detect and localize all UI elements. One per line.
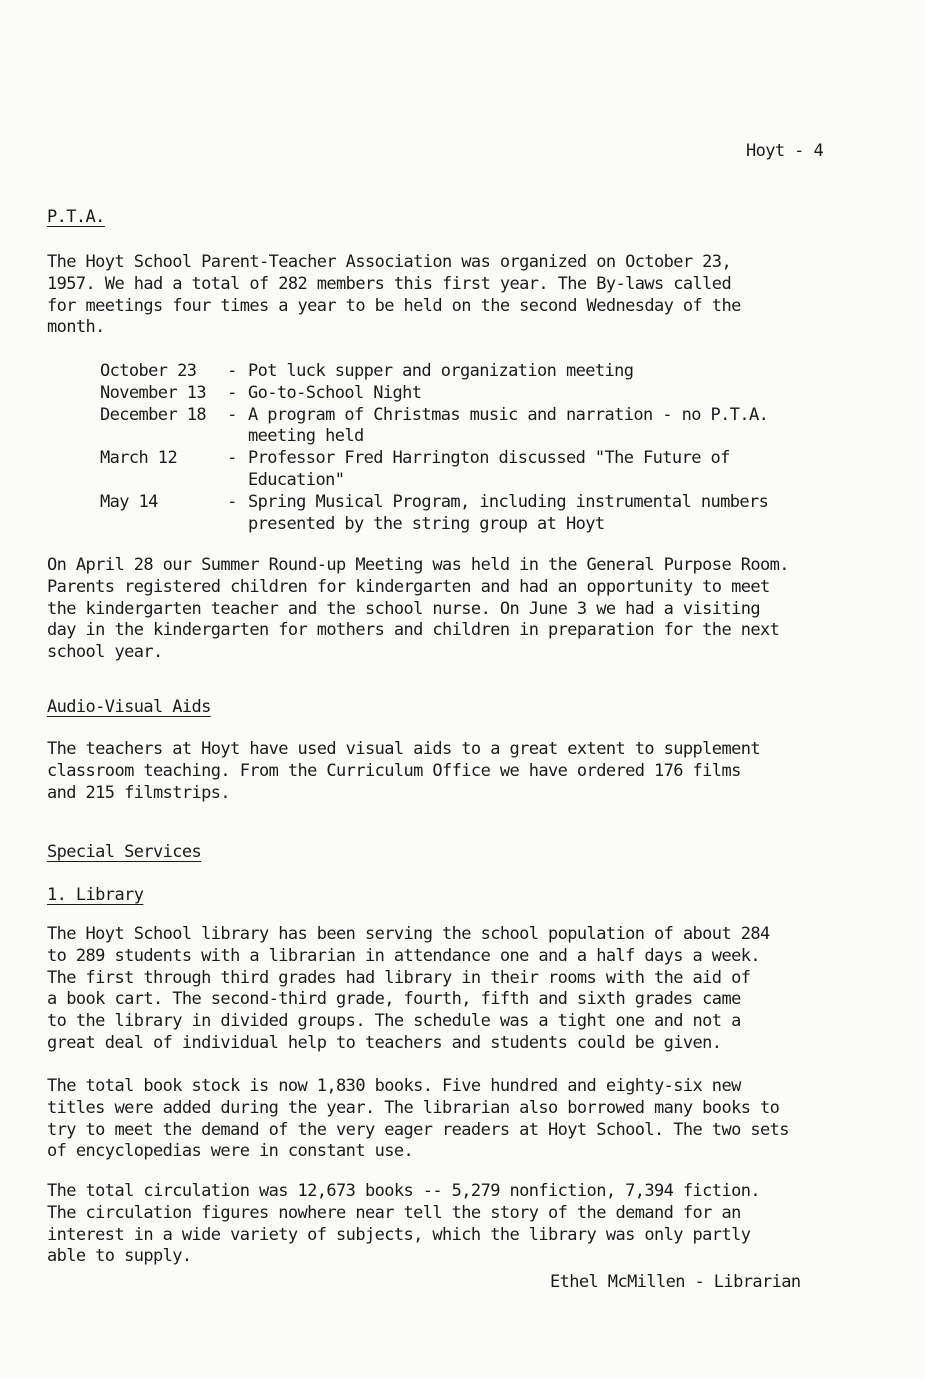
paragraph-line: The Hoyt School library has been serving the school population of about 284 bbox=[47, 924, 770, 944]
audio-visual-paragraph bbox=[47, 739, 907, 804]
library-heading: 1. Library bbox=[47, 885, 144, 905]
paragraph-line: 1957. We had a total of 282 members this first year. The By-laws called bbox=[47, 273, 732, 294]
library-paragraph-2 bbox=[47, 1076, 907, 1163]
schedule-dash: - bbox=[227, 382, 237, 403]
paragraph-line: On April 28 our Summer Round-up Meeting was held in the General Purpose Room. bbox=[47, 555, 789, 575]
schedule-description-line: meeting held bbox=[248, 426, 364, 447]
audio-visual-heading: Audio-Visual Aids bbox=[47, 697, 211, 717]
schedule-description-line: Spring Musical Program, including instrumental numbers bbox=[248, 491, 769, 512]
paragraph-line: a book cart. The second-third grade, fourth, fifth and sixth grades came bbox=[47, 989, 741, 1010]
paragraph-line: able to supply. bbox=[47, 1246, 192, 1267]
paragraph-line: day in the kindergarten for mothers and children in preparation for the next bbox=[47, 620, 780, 641]
pta-meeting-schedule bbox=[100, 361, 900, 535]
schedule-description-line: Education" bbox=[248, 469, 345, 490]
library-paragraph-3 bbox=[47, 1181, 907, 1268]
schedule-dash: - bbox=[227, 448, 237, 469]
schedule-date: October 23 bbox=[100, 361, 197, 381]
paragraph-line: for meetings four times a year to be held on the second Wednesday of the bbox=[47, 295, 741, 316]
paragraph-line: to 289 students with a librarian in attendance one and a half days a week. bbox=[47, 945, 760, 966]
schedule-dash: - bbox=[227, 361, 237, 381]
paragraph-line: classroom teaching. From the Curriculum Office we have ordered 176 films bbox=[47, 760, 741, 781]
paragraph-line: interest in a wide variety of subjects, which the library was only partly bbox=[47, 1224, 751, 1245]
paragraph-line: The total book stock is now 1,830 books. Five hundred and eighty-six new bbox=[47, 1076, 741, 1096]
paragraph-line: to the library in divided groups. The schedule was a tight one and not a bbox=[47, 1011, 741, 1032]
paragraph-line: The circulation figures nowhere near tell the story of the demand for an bbox=[47, 1202, 741, 1223]
schedule-row bbox=[100, 492, 900, 536]
schedule-description bbox=[248, 383, 900, 405]
paragraph-line: of encyclopedias were in constant use. bbox=[47, 1141, 414, 1162]
paragraph-line: try to meet the demand of the very eager readers at Hoyt School. The two sets bbox=[47, 1119, 789, 1140]
schedule-description-line: presented by the string group at Hoyt bbox=[248, 513, 605, 534]
schedule-date: December 18 bbox=[100, 404, 206, 425]
paragraph-line: great deal of individual help to teachers and students could be given. bbox=[47, 1032, 722, 1053]
schedule-dash: - bbox=[227, 404, 237, 425]
schedule-description-line: A program of Christmas music and narration - no P.T.A. bbox=[248, 404, 769, 425]
schedule-description-line: Professor Fred Harrington discussed "The Future of bbox=[248, 448, 730, 469]
schedule-description bbox=[248, 492, 900, 536]
schedule-row bbox=[100, 361, 900, 383]
schedule-date: May 14 bbox=[100, 491, 158, 512]
paragraph-line: and 215 filmstrips. bbox=[47, 782, 231, 803]
paragraph-line: the kindergarten teacher and the school nurse. On June 3 we had a visiting bbox=[47, 598, 760, 619]
paragraph-line: school year. bbox=[47, 642, 163, 663]
page-number: Hoyt - 4 bbox=[746, 141, 824, 161]
paragraph-line: The Hoyt School Parent-Teacher Association was organized on October 23, bbox=[47, 252, 732, 272]
schedule-description bbox=[248, 448, 900, 492]
paragraph-line: The total circulation was 12,673 books -- 5,279 nonfiction, 7,394 fiction. bbox=[47, 1181, 760, 1201]
schedule-description bbox=[248, 361, 900, 383]
special-services-heading: Special Services bbox=[47, 842, 202, 862]
schedule-row bbox=[100, 405, 900, 449]
paragraph-line: The teachers at Hoyt have used visual aids to a great extent to supplement bbox=[47, 739, 760, 759]
schedule-description-line: Go-to-School Night bbox=[248, 382, 422, 403]
paragraph-line: month. bbox=[47, 317, 105, 338]
schedule-description-line: Pot luck supper and organization meeting bbox=[248, 361, 634, 381]
paragraph-line: Parents registered children for kindergarten and had an opportunity to meet bbox=[47, 576, 770, 597]
paragraph-line: The first through third grades had library in their rooms with the aid of bbox=[47, 967, 751, 988]
schedule-row bbox=[100, 383, 900, 405]
pta-heading: P.T.A. bbox=[47, 207, 105, 227]
paragraph-line: titles were added during the year. The librarian also borrowed many books to bbox=[47, 1097, 780, 1118]
schedule-date: November 13 bbox=[100, 382, 206, 403]
roundup-paragraph bbox=[47, 555, 907, 664]
librarian-signature: Ethel McMillen - Librarian bbox=[550, 1272, 801, 1292]
schedule-dash: - bbox=[227, 491, 237, 512]
schedule-row bbox=[100, 448, 900, 492]
schedule-description bbox=[248, 405, 900, 449]
library-paragraph-1 bbox=[47, 924, 907, 1055]
pta-intro-paragraph bbox=[47, 252, 907, 339]
schedule-date: March 12 bbox=[100, 448, 178, 469]
